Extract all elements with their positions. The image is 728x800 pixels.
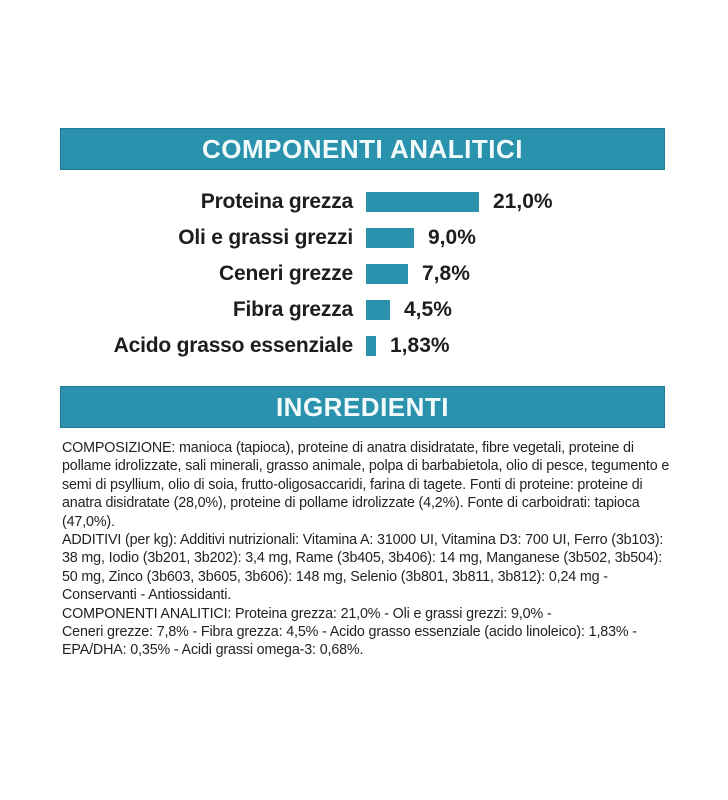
- chart-bar: [366, 336, 376, 356]
- chart-row: [60, 328, 668, 364]
- analytic-components-bar-chart: [60, 184, 668, 364]
- chart-category-label: Ceneri grezze: [219, 262, 353, 285]
- chart-value-label: 21,0%: [493, 190, 553, 213]
- chart-category-label: Fibra grezza: [232, 298, 353, 321]
- chart-value-label: 1,83%: [390, 334, 450, 357]
- chart-row: [60, 292, 668, 328]
- analytic-components-header: COMPONENTI ANALITICI: [60, 128, 665, 170]
- chart-category-label: Proteina grezza: [200, 190, 353, 213]
- chart-value-label: 9,0%: [428, 226, 476, 249]
- composition-paragraph: COMPOSIZIONE: manioca (tapioca), proteine di anatra disidratate, fibre vegetali, proteine di pollame idrolizzate, sali minerali, grasso animale, polpa di barbabietola, olio di pesce, tegumento e semi di psyllium, olio di soia, frutto-oligosaccaridi, farina di tagete. Fonti di proteine: proteine di anatra disidratate (28,0%), proteine di pollame idrolizzate (4,2%). Fonte di carboidrati: tapioca (47,0%).: [62, 440, 670, 530]
- chart-bar: [366, 192, 479, 212]
- ingredients-header: INGREDIENTI: [60, 386, 665, 428]
- additives-paragraph: ADDITIVI (per kg): Additivi nutrizionali: Vitamina A: 31000 UI, Vitamina D3: 700 UI, Ferro (3b103): 38 mg, Iodio (3b201, 3b202): 3,4 mg, Rame (3b405, 3b406): 14 mg, Manganese (3b502, 3b504): 50 mg, Zinco (3b603, 3b605, 3b606): 148 mg, Selenio (3b801, 3b811, 3b812): 0,24 mg - Conservanti - Antiossidanti.: [62, 532, 664, 604]
- chart-row: [60, 256, 668, 292]
- chart-category-label: Oli e grassi grezzi: [178, 226, 353, 249]
- chart-row: [60, 220, 668, 256]
- analytical-components-rest: Ceneri grezze: 7,8% - Fibra grezza: 4,5% - Acido grasso essenziale (acido linoleico): 1,83% - EPA/DHA: 0,35% - Acidi grassi omega-3: 0,68%.: [62, 624, 637, 659]
- analytical-components-paragraph: [62, 605, 670, 660]
- chart-category-label: Acido grasso essenziale: [113, 334, 353, 357]
- ingredients-text-block: [62, 439, 670, 660]
- chart-bar: [366, 264, 408, 284]
- chart-row: [60, 184, 668, 220]
- analytical-components-line1: COMPONENTI ANALITICI: Proteina grezza: 21,0% - Oli e grassi grezzi: 9,0% -: [62, 605, 552, 622]
- chart-value-label: 7,8%: [422, 262, 470, 285]
- chart-bar: [366, 228, 414, 248]
- chart-bar: [366, 300, 390, 320]
- chart-value-label: 4,5%: [404, 298, 452, 321]
